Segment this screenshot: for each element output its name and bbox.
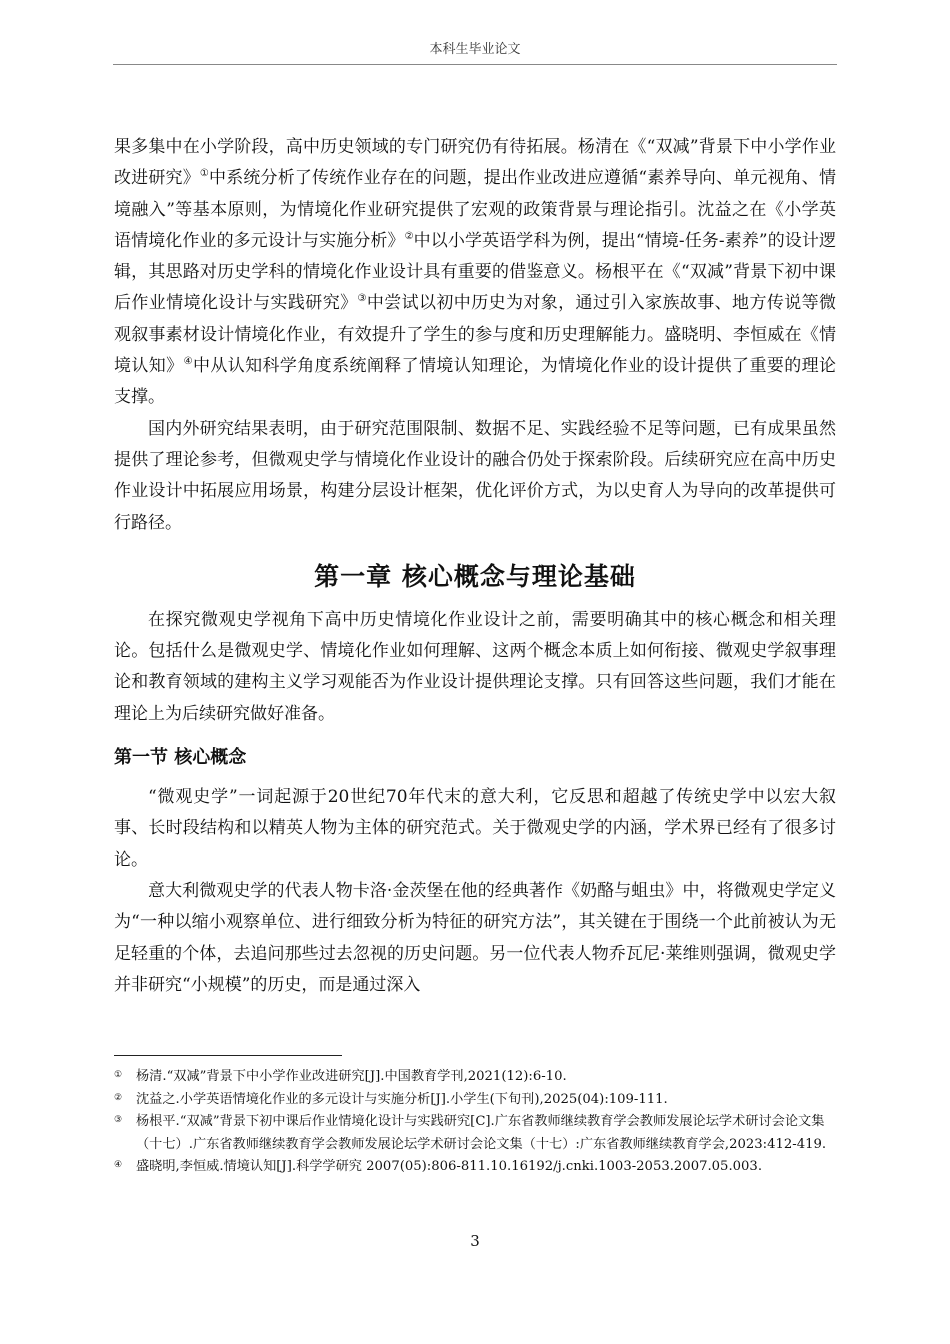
footnote-ref-2[interactable]: ②	[404, 230, 414, 242]
footnote-ref-3[interactable]: ③	[357, 293, 367, 305]
paragraph-literature-review: 果多集中在小学阶段，高中历史领域的专门研究仍有待拓展。杨清在《“双减”背景下中小学作业改进研究》①中系统分析了传统作业存在的问题，提出作业改进应遵循“素养导向、单元视角、情境融入”等基本原则，为情境化作业研究提供了宏观的政策背景与理论指引。沈益之在《小学英语情境化作业的多元设计与实施分析》②中以小学英语学科为例，提出“情境-任务-素养”的设计逻辑，其思路对历史学科的情境化作业设计具有重要的借鉴意义。杨根平在《“双减”背景下初中课后作业情境化设计与实践研究》③中尝试以初中历史为对象，通过引入家族故事、地方传说等微观叙事素材设计情境化作业，有效提升了学生的参与度和历史理解能力。盛晓明、李恒威在《情境认知》④中从认知科学角度系统阐释了情境认知理论，为情境化作业的设计提供了重要的理论支撑。	[114, 137, 837, 408]
footnote-ref-1[interactable]: ①	[199, 168, 210, 180]
footnote-text: 杨清.“双减”背景下中小学作业改进研究[J].中国教育学刊,2021(12):6-10.	[136, 1069, 567, 1084]
running-header: 本科生毕业论文	[429, 42, 521, 57]
footnote-separator	[114, 1055, 342, 1056]
footnote-text: 沈益之.小学英语情境化作业的多元设计与实施分析[J].小学生(下旬刊),2025(04):109-111.	[136, 1091, 668, 1107]
paragraph-review-summary: 国内外研究结果表明，由于研究范围限制、数据不足、实践经验不足等问题，已有成果虽然提供了理论参考，但微观史学与情境化作业设计的融合仍处于探索阶段。后续研究应在高中历史作业设计中拓展应用场景，构建分层设计框架，优化评价方式，为以史育人为导向的改革提供可行路径。	[114, 418, 836, 533]
footnotes	[114, 1066, 836, 1179]
footnote-1	[114, 1066, 836, 1089]
paragraph-microhistory-definition: 意大利微观史学的代表人物卡洛·金茨堡在他的经典著作《奶酪与蛆虫》中，将微观史学定义为“一种以缩小观察单位、进行细致分析为特征的研究方法”，其关键在于围绕一个此前被认为无足轻重的个体，去追问那些过去忽视的历史问题。另一位代表人物乔瓦尼·莱维则强调，微观史学并非研究“小规模”的历史，而是通过深入	[114, 880, 836, 995]
footnote-text: 盛晓明,李恒威.情境认知[J].科学学研究 2007(05):806-811.10.16192/j.cnki.1003-2053.2007.05.003.	[136, 1159, 763, 1174]
paragraph-chapter-intro: 在探究微观史学视角下高中历史情境化作业设计之前，需要明确其中的核心概念和相关理论。包括什么是微观史学、情境化作业如何理解、这两个概念本质上如何衔接、微观史学叙事理论和教育领域的建构主义学习观能否为作业设计提供理论支撑。只有回答这些问题，我们才能在理论上为后续研究做好准备。	[114, 609, 836, 724]
footnote-2	[114, 1089, 836, 1112]
footnote-3	[114, 1111, 836, 1156]
footnote-mark: ②	[114, 1092, 123, 1103]
header-rule	[113, 64, 837, 65]
section-title: 第一节 核心概念	[114, 747, 247, 769]
footnote-mark: ③	[114, 1115, 123, 1125]
paragraph-microhistory-origin: “微观史学”一词起源于20世纪70年代末的意大利，它反思和超越了传统史学中以宏大叙事、长时段结构和以精英人物为主体的研究范式。关于微观史学的内涵，学术界已经有了很多讨论。	[114, 787, 836, 870]
footnote-4	[114, 1156, 836, 1179]
footnote-mark: ①	[114, 1070, 123, 1080]
chapter-title: 第一章 核心概念与理论基础	[314, 561, 636, 591]
footnote-mark: ④	[114, 1160, 123, 1170]
page-number: 3	[470, 1232, 480, 1250]
body-text	[114, 132, 836, 1001]
footnote-ref-4[interactable]: ④	[183, 356, 193, 368]
footnote-text: 杨根平.“双减”背景下初中课后作业情境化设计与实践研究[C].广东省教师继续教育学会教师发展论坛学术研讨会论文集（十七）.广东省教师继续教育学会教师发展论坛学术研讨会论文集（十七）:广东省教师继续教育学会,2023:412-419.	[136, 1114, 827, 1152]
